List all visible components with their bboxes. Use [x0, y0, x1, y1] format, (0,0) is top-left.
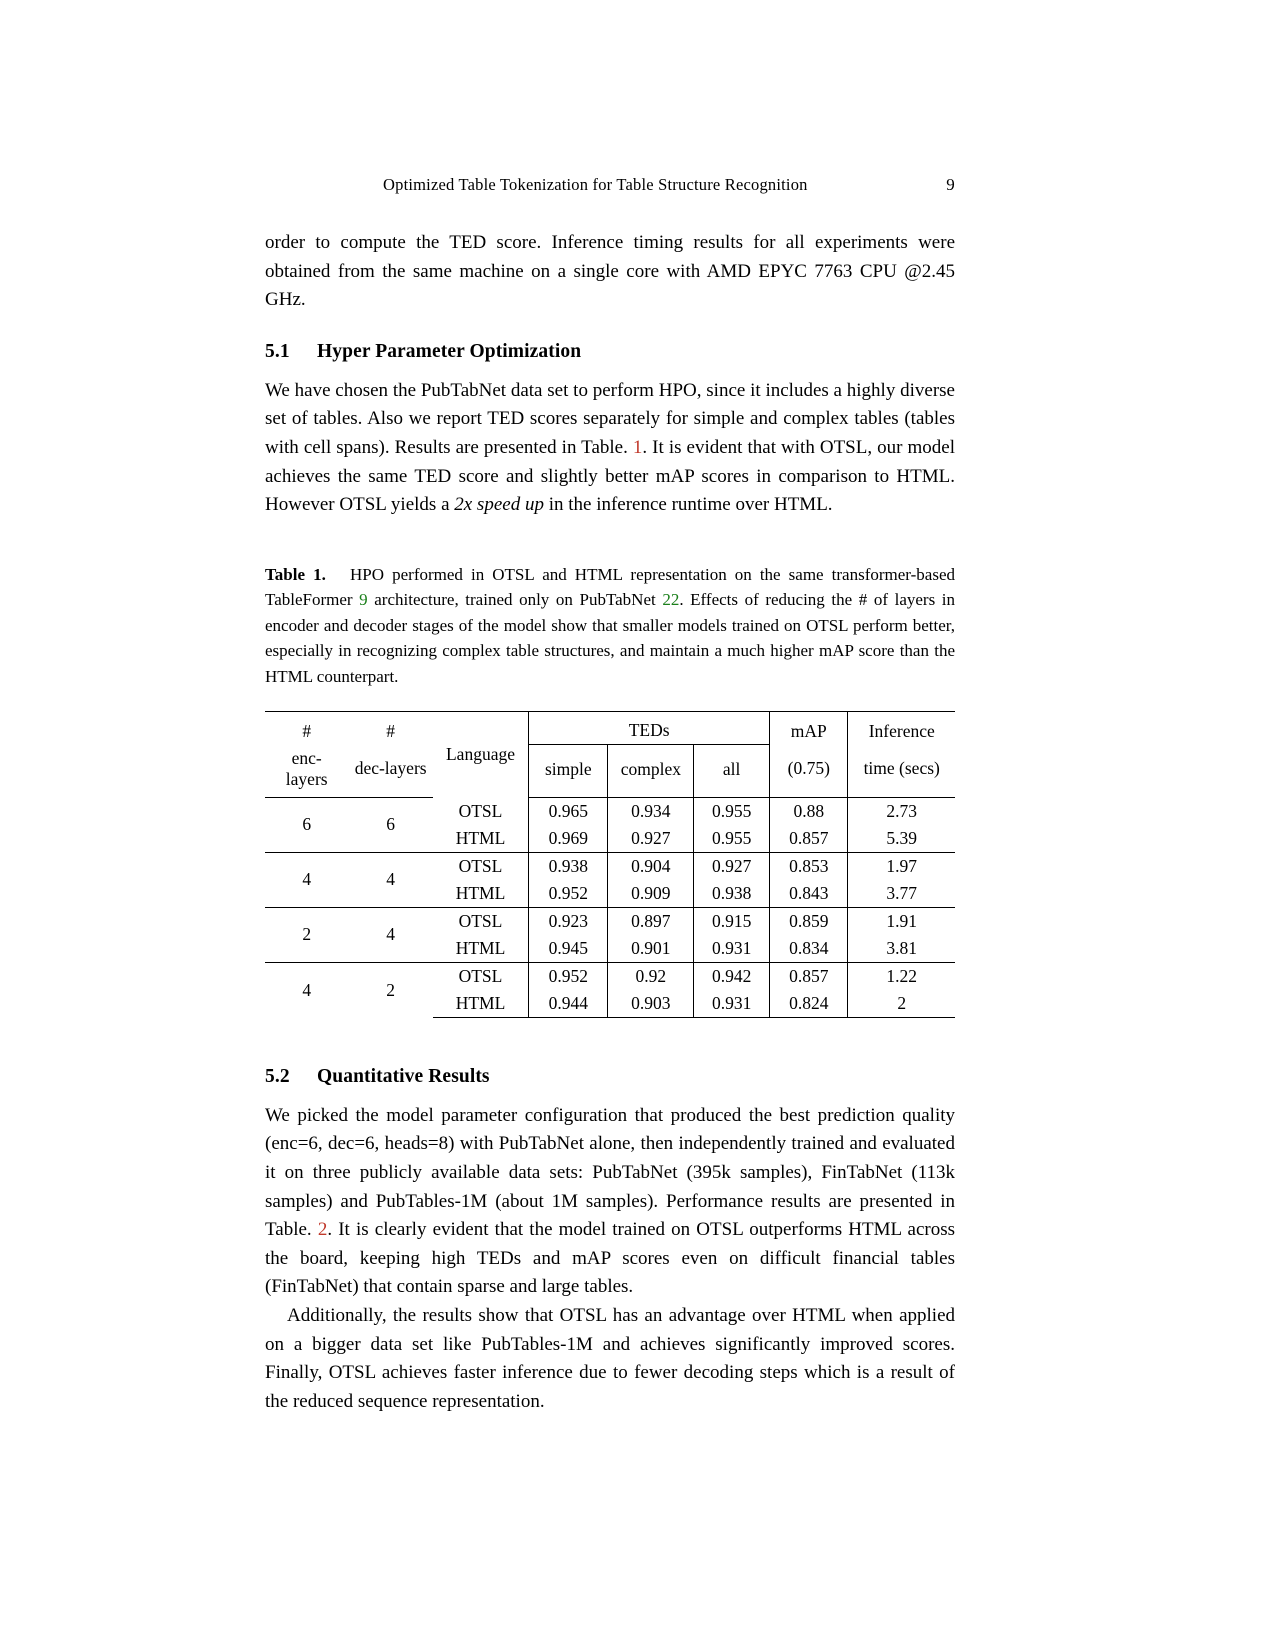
- header-enc-layers: enc-layers: [265, 745, 348, 798]
- cell-language: OTSL: [433, 962, 529, 990]
- cell-dec-layers: 6: [386, 814, 396, 835]
- cell-enc-layers: 4: [265, 852, 348, 907]
- cell-complex: 0.934: [608, 797, 694, 825]
- section-title: Quantitative Results: [317, 1065, 490, 1087]
- cell-all: 0.931: [694, 990, 770, 1018]
- cell-simple: 0.952: [529, 962, 608, 990]
- cell-language: HTML: [433, 935, 529, 963]
- header-hash-enc: #: [265, 712, 348, 745]
- header-simple: simple: [529, 745, 608, 798]
- table-row: [265, 797, 955, 825]
- results-table-wrapper: [265, 711, 955, 1018]
- hpo-text-3: in the inference runtime over HTML.: [543, 494, 833, 516]
- page-number: 9: [946, 175, 955, 194]
- cell-all: 0.955: [711, 827, 752, 848]
- header-hash-dec: #: [348, 712, 432, 745]
- table-caption-text-3: . Effects of reducing the # of layers in encoder and decoder stages of the model show that smaller models trained on OTSL perform better, especially in recognizing complex table structures, and maintain a much higher mAP score than the HTML counterpart.: [265, 590, 955, 686]
- table-row: [265, 907, 955, 935]
- quant-paragraph-1: [265, 1102, 955, 1302]
- quant-paragraph-2: Additionally, the results show that OTSL has an advantage over HTML when applied on a bigger data set like PubTables-1M and achieves significantly improved scores. Finally, OTSL achieves faster inference due to fewer decoding steps which is a result of the reduced sequence representation.: [265, 1304, 955, 1412]
- table-row: [265, 962, 955, 990]
- cell-time: 1.91: [848, 907, 955, 935]
- quant-text-1: We picked the model parameter configuration that produced the best prediction quality (enc=6, dec=6, heads=8) with PubTabNet alone, then independently trained and evaluated it on three publicly available data sets: PubTabNet (395k samples), FinTabNet (113k samples) and PubTables-1M (about 1M samples). Performance results are presented in Table.: [265, 1104, 955, 1241]
- hpo-paragraph: [265, 377, 955, 520]
- header-teds: TEDs: [529, 712, 770, 745]
- cell-map: 0.824: [770, 990, 848, 1018]
- cell-dec-layers: 2: [348, 962, 432, 1017]
- hpo-emphasis: 2x speed up: [454, 494, 544, 516]
- cell-all: 0.942: [694, 962, 770, 990]
- cell-all: 0.955: [711, 800, 752, 821]
- cell-simple: 0.945: [529, 935, 608, 963]
- cell-complex: 0.901: [608, 935, 694, 963]
- cell-map: 0.857: [770, 825, 848, 853]
- citation-ref-22[interactable]: 22: [662, 590, 680, 610]
- cell-complex: 0.904: [608, 852, 694, 880]
- cell-complex: 0.92: [608, 962, 694, 990]
- header-map-sub: (0.75): [770, 745, 848, 798]
- table-caption: [265, 562, 955, 690]
- cell-language: OTSL: [433, 907, 529, 935]
- hpo-results-table: [265, 711, 955, 1018]
- cell-simple: 0.923: [529, 907, 608, 935]
- table-row: [265, 852, 955, 880]
- cell-language: HTML: [433, 990, 529, 1018]
- cell-simple: 0.969: [529, 825, 608, 853]
- running-head-title: Optimized Table Tokenization for Table Structure Recognition: [383, 175, 808, 194]
- cell-time: 3.77: [848, 880, 955, 908]
- spacer: [265, 315, 955, 341]
- section-heading-hpo: [265, 341, 955, 363]
- hpo-text-2: . It is evident that with OTSL, our model achieves the same TED score and slightly better mAP scores in comparison to HTML. However OTSL yields a: [265, 436, 956, 516]
- section-number: 5.2: [265, 1065, 290, 1087]
- page-content: [265, 175, 955, 1416]
- table-caption-text-2: architecture, trained only on PubTabNet: [367, 590, 663, 610]
- table-caption-label: Table 1.: [265, 564, 326, 584]
- citation-ref-9[interactable]: 9: [359, 590, 368, 610]
- cell-time: 5.39: [848, 825, 955, 853]
- cell-language: HTML: [433, 825, 529, 853]
- cell-complex: 0.909: [608, 880, 694, 908]
- header-dec-layers: dec-layers: [348, 745, 432, 798]
- cell-complex: 0.927: [608, 825, 694, 853]
- header-complex: complex: [608, 745, 694, 798]
- cell-simple: 0.944: [529, 990, 608, 1018]
- cell-map: 0.853: [770, 852, 848, 880]
- cell-time: 2: [848, 990, 955, 1018]
- cell-time: 1.97: [848, 852, 955, 880]
- cell-time: 3.81: [848, 935, 955, 963]
- cell-simple: 0.938: [529, 852, 608, 880]
- cell-language: HTML: [433, 880, 529, 908]
- cell-all: 0.927: [694, 852, 770, 880]
- header-all: all: [694, 745, 770, 798]
- quantitative-results-block: [265, 1066, 955, 1417]
- section-number: 5.1: [265, 340, 290, 362]
- cell-dec-layers: 4: [348, 852, 432, 907]
- cell-simple: 0.952: [529, 880, 608, 908]
- spacer: [265, 520, 955, 562]
- cell-time: 1.22: [848, 962, 955, 990]
- table-ref-1[interactable]: 1: [632, 436, 643, 458]
- header-language: Language: [433, 712, 529, 798]
- table-header-row-2: [265, 745, 955, 798]
- cell-simple: 0.965: [529, 797, 608, 825]
- header-map: mAP: [770, 712, 848, 745]
- cell-map: 0.843: [770, 880, 848, 908]
- header-inference: Inference: [848, 712, 955, 745]
- cell-complex: 0.897: [608, 907, 694, 935]
- cell-complex: 0.903: [608, 990, 694, 1018]
- table-header-row-1: [265, 712, 955, 745]
- header-inference-sub: time (secs): [848, 745, 955, 798]
- hpo-text-1: We have chosen the PubTabNet data set to perform HPO, since it includes a highly diverse set of tables. Also we report TED scores separately for simple and complex tables (tables with cell spans). Results are presented in Table.: [265, 379, 955, 458]
- cell-enc-layers: 6: [302, 814, 312, 835]
- cell-time: 2.73: [848, 797, 955, 825]
- cell-map: 0.859: [770, 907, 848, 935]
- quant-text-2: . It is clearly evident that the model trained on OTSL outperforms HTML across the board, keeping high TEDs and mAP scores even on difficult financial tables (FinTabNet) that contain sparse and large tables.: [265, 1219, 955, 1298]
- running-head: [265, 175, 955, 195]
- cell-dec-layers: 4: [348, 907, 432, 962]
- cell-all: 0.931: [711, 937, 752, 958]
- section-heading-quantitative: [265, 1066, 955, 1088]
- cell-language: OTSL: [433, 797, 529, 825]
- cell-enc-layers: 4: [265, 962, 348, 1017]
- cell-map: 0.834: [770, 935, 848, 963]
- cell-map: 0.88: [770, 797, 848, 825]
- section-title: Hyper Parameter Optimization: [317, 340, 582, 362]
- cell-language: OTSL: [433, 852, 529, 880]
- intro-paragraph: order to compute the TED score. Inference timing results for all experiments were obtained from the same machine on a single core with AMD EPYC 7763 CPU @2.45 GHz.: [265, 232, 955, 311]
- cell-all: 0.938: [711, 882, 752, 903]
- cell-map: 0.857: [770, 962, 848, 990]
- table-caption-text-1: HPO performed in OTSL and HTML representation on the same transformer-based TableFormer: [265, 564, 955, 610]
- cell-enc-layers: 2: [265, 907, 348, 962]
- cell-all: 0.915: [694, 907, 770, 935]
- table-ref-2[interactable]: 2: [317, 1219, 328, 1241]
